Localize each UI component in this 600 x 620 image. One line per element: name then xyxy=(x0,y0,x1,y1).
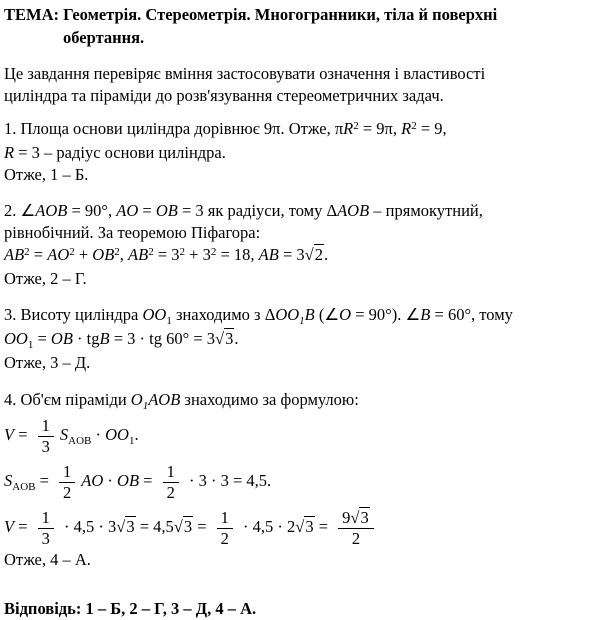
step-4-volume-formula: V = $\frac{1}{3}$ $S_{AOB} \cdot OO_1$. xyxy=(4,415,139,456)
step-2-conclusion: Отже, 2 – Г. xyxy=(4,269,87,288)
step-4-volume-calculation: V = $\frac{1}{3}$ · 4,5 · 3√3 = 4,5√3 = $\frac{1}{2}$ · 4,5 · 2√3 = $\frac{9√3}{2}$ xyxy=(4,505,596,549)
step-3-line-1: 3. Висоту циліндра $OO_1$ знаходимо з $\Delta OO_1B$ (∠O = 90°). ∠B = 60°, тому xyxy=(4,305,513,327)
intro-line-2: циліндра та піраміди до розв'язування стереометричних задач. xyxy=(4,86,444,105)
step-4-line-1: 4. Об'єм піраміди $O_1AOB$ знаходимо за формулою: xyxy=(4,390,359,412)
solution-step-2 xyxy=(4,200,596,290)
step-3-conclusion: Отже, 3 – Д. xyxy=(4,353,91,372)
intro-line-1: Це завдання перевіряє вміння застосовувати означення і властивості xyxy=(4,64,486,83)
step-3-formula: $OO_1$ = OB · tgB = 3 · tg 60° = 3√3. xyxy=(4,329,239,351)
solution-step-4 xyxy=(4,389,596,571)
final-answer: Відповідь: 1 – Б, 2 – Г, 3 – Д, 4 – А. xyxy=(4,599,257,618)
step-2-formula: $AB^2 = AO^2 + OB^2$, $AB^2 = 3^2 + 3^2 = 18$, AB = 3√2. xyxy=(4,245,329,264)
solution-step-3 xyxy=(4,304,596,374)
step-2-line-2: рівнобічний. За теоремою Піфагора: xyxy=(4,223,261,242)
step-1-line-1: 1. Площа основи циліндра дорівнює 9π. Отже, $\pi R^2 = 9\pi$, $R^2 = 9$, xyxy=(4,119,447,138)
step-2-line-1: 2. ∠AOB = 90°, AO = OB = 3 як радіуси, тому ΔAOB – прямокутний, xyxy=(4,201,483,220)
topic-heading-line-1: ТЕМА: Геометрія. Стереометрія. Многогранники, тіла й поверхні xyxy=(4,5,498,24)
step-4-conclusion: Отже, 4 – А. xyxy=(4,550,91,569)
step-1-line-2: R = 3 – радіус основи циліндра. xyxy=(4,143,226,162)
topic-heading xyxy=(4,3,596,49)
intro-paragraph xyxy=(4,63,596,107)
solution-step-1 xyxy=(4,118,596,186)
step-4-area-formula: $S_{AOB}$ = $\frac{1}{2}$ AO · OB = $\frac{1}{2}$ · 3 · 3 = 4,5. xyxy=(4,461,272,502)
step-1-conclusion: Отже, 1 – Б. xyxy=(4,165,89,184)
topic-heading-line-2: обертання. xyxy=(63,28,145,47)
